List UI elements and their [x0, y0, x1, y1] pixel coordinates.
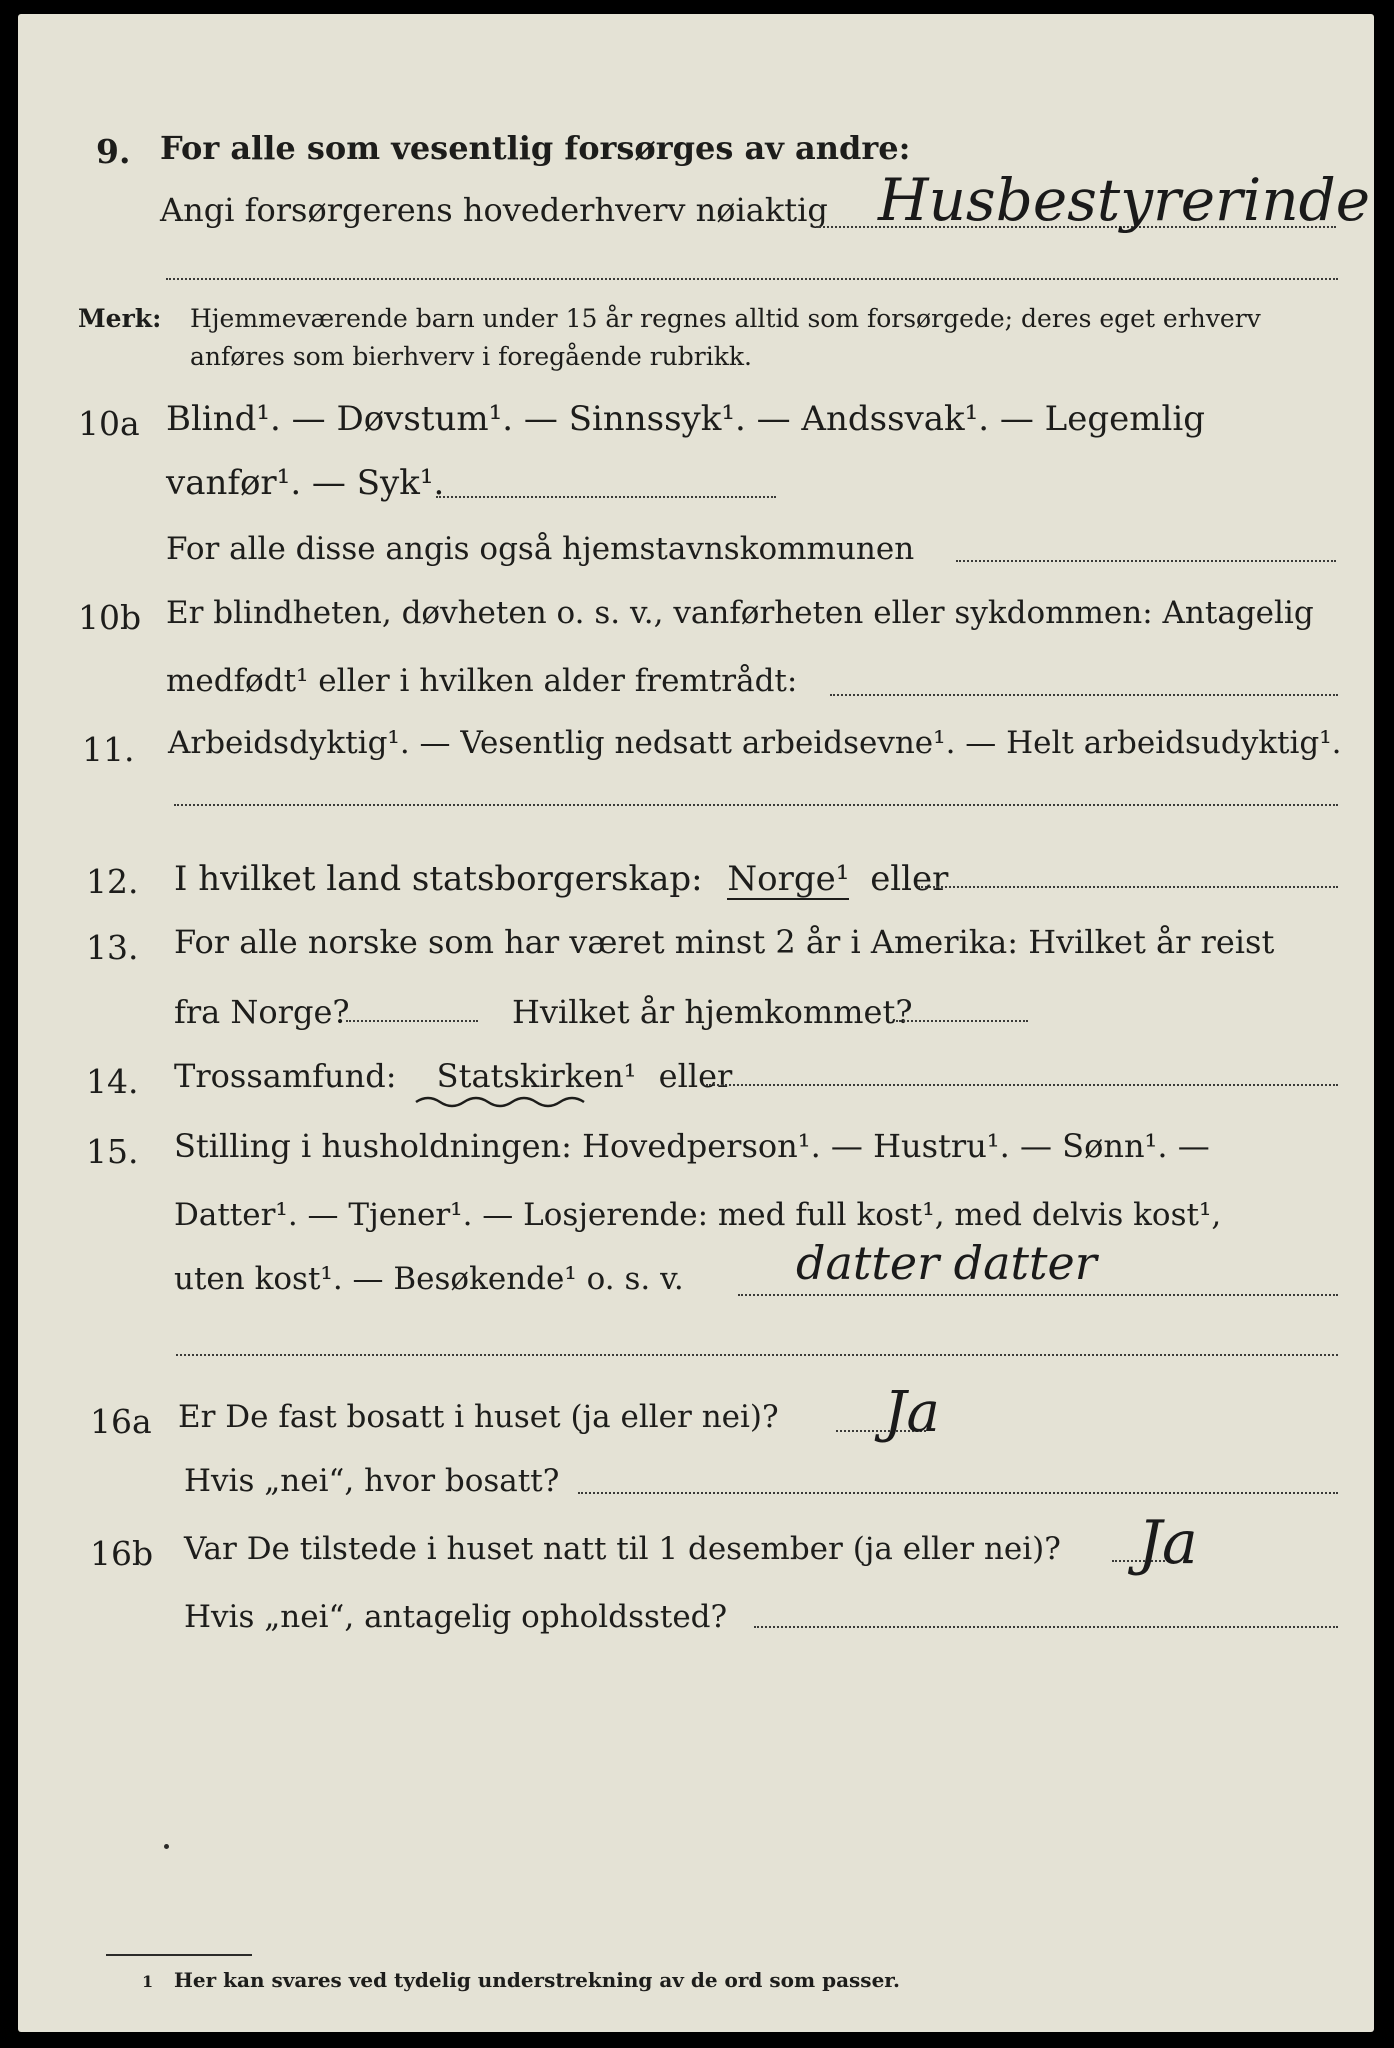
- q13-number: 13.: [86, 928, 139, 967]
- q16b-number: 16b: [90, 1534, 154, 1573]
- merk-label: Merk:: [78, 304, 162, 333]
- q10a-line1: Blind¹. — Døvstum¹. — Sinnssyk¹. — Andssvak¹. — Legemlig: [166, 399, 1205, 439]
- q15-line1: Stilling i husholdningen: Hovedperson¹. — Hustru¹. — Sønn¹. —: [174, 1127, 1210, 1165]
- q15-line3: uten kost¹. — Besøkende¹ o. s. v.: [174, 1261, 684, 1297]
- q15-line2: Datter¹. — Tjener¹. — Losjerende: med full kost¹, med delvis kost¹,: [174, 1197, 1222, 1233]
- q12-number: 12.: [86, 862, 139, 901]
- q16b-line2: Hvis „nei“, antagelig opholdssted?: [184, 1599, 728, 1635]
- q9-line1: For alle som vesentlig forsørges av andre:: [160, 129, 911, 167]
- q16b-line1: Var De tilstede i huset natt til 1 desember (ja eller nei)?: [184, 1531, 1061, 1567]
- q10b-number: 10b: [78, 598, 142, 637]
- q11-line1: Arbeidsdyktig¹. — Vesentlig nedsatt arbeidsevne¹. — Helt arbeidsudyktig¹.: [168, 725, 1342, 761]
- q16a-bosatt-line: [578, 1492, 1338, 1494]
- q10a-line3: For alle disse angis også hjemstavnskommunen: [166, 531, 915, 567]
- q16a-handwritten-answer: Ja: [884, 1380, 940, 1445]
- q12-suffix: eller: [870, 859, 949, 899]
- q16a-line2: Hvis „nei“, hvor bosatt?: [184, 1463, 560, 1499]
- q13-line1: For alle norske som har været minst 2 år i Amerika: Hvilket år reist: [174, 923, 1275, 961]
- merk-line2: anføres som bierhverv i foregående rubrikk.: [190, 342, 752, 371]
- q12-answer-line: [918, 886, 1338, 888]
- q12-underlined-choice: Norge¹: [727, 859, 850, 899]
- q9-line2: Angi forsørgerens hovederhverv nøiaktig: [160, 191, 828, 229]
- census-form-page: [18, 14, 1374, 2032]
- q15-handwritten-answer: datter datter: [796, 1236, 1097, 1290]
- q13-reist-line: [346, 1020, 478, 1022]
- q15-extra-line: [176, 1354, 1338, 1356]
- q12-prefix: I hvilket land statsborgerskap:: [174, 859, 703, 899]
- q14-underlined-choice: Statskirken¹: [436, 1057, 637, 1095]
- q10b-line1: Er blindheten, døvheten o. s. v., vanførheten eller sykdommen: Antagelig: [166, 595, 1314, 631]
- q9-handwritten-answer: Husbestyrerinde: [878, 166, 1371, 234]
- q14-number: 14.: [86, 1062, 139, 1101]
- footnote-rule: [106, 1954, 252, 1956]
- q16a-number: 16a: [90, 1402, 152, 1441]
- q16a-line1: Er De fast bosatt i huset (ja eller nei)?: [178, 1399, 779, 1435]
- q15-number: 15.: [86, 1132, 139, 1171]
- merk-line1: Hjemmeværende barn under 15 år regnes alltid som forsørgede; deres eget erhverv: [190, 304, 1261, 333]
- q10b-line2: medfødt¹ eller i hvilken alder fremtrådt:: [166, 663, 798, 699]
- q14-suffix: eller: [658, 1057, 733, 1095]
- q11-answer-line: [174, 804, 1338, 806]
- q14-wavy-underline: [414, 1092, 614, 1112]
- q10a-syk-line: [436, 496, 776, 498]
- q10b-answer-line: [830, 694, 1338, 696]
- q10a-hjemstavn-line: [956, 560, 1336, 562]
- q13-line2b: Hvilket år hjemkommet?: [512, 993, 913, 1031]
- footnote-mark: 1: [142, 1972, 154, 1991]
- q13-line2a: fra Norge?: [174, 993, 350, 1031]
- footnote-text: Her kan svares ved tydelig understrekning av de ord som passer.: [174, 1968, 900, 1992]
- q14-prefix: Trossamfund:: [174, 1057, 397, 1095]
- q12-line: [174, 859, 949, 900]
- ink-dot: [164, 1844, 169, 1849]
- q16b-handwritten-answer: Ja: [1138, 1508, 1198, 1578]
- q15-answer-line: [738, 1294, 1338, 1296]
- q9-number: 9.: [96, 132, 131, 171]
- q11-number: 11.: [82, 730, 135, 769]
- q14-line: [174, 1057, 733, 1095]
- q10a-number: 10a: [78, 404, 140, 443]
- q16b-opholdssted-line: [754, 1626, 1338, 1628]
- q9-extra-line: [166, 278, 1338, 280]
- q10a-line2: vanfør¹. — Syk¹.: [166, 463, 445, 503]
- q13-hjemkommet-line: [896, 1020, 1028, 1022]
- q14-answer-line: [706, 1084, 1338, 1086]
